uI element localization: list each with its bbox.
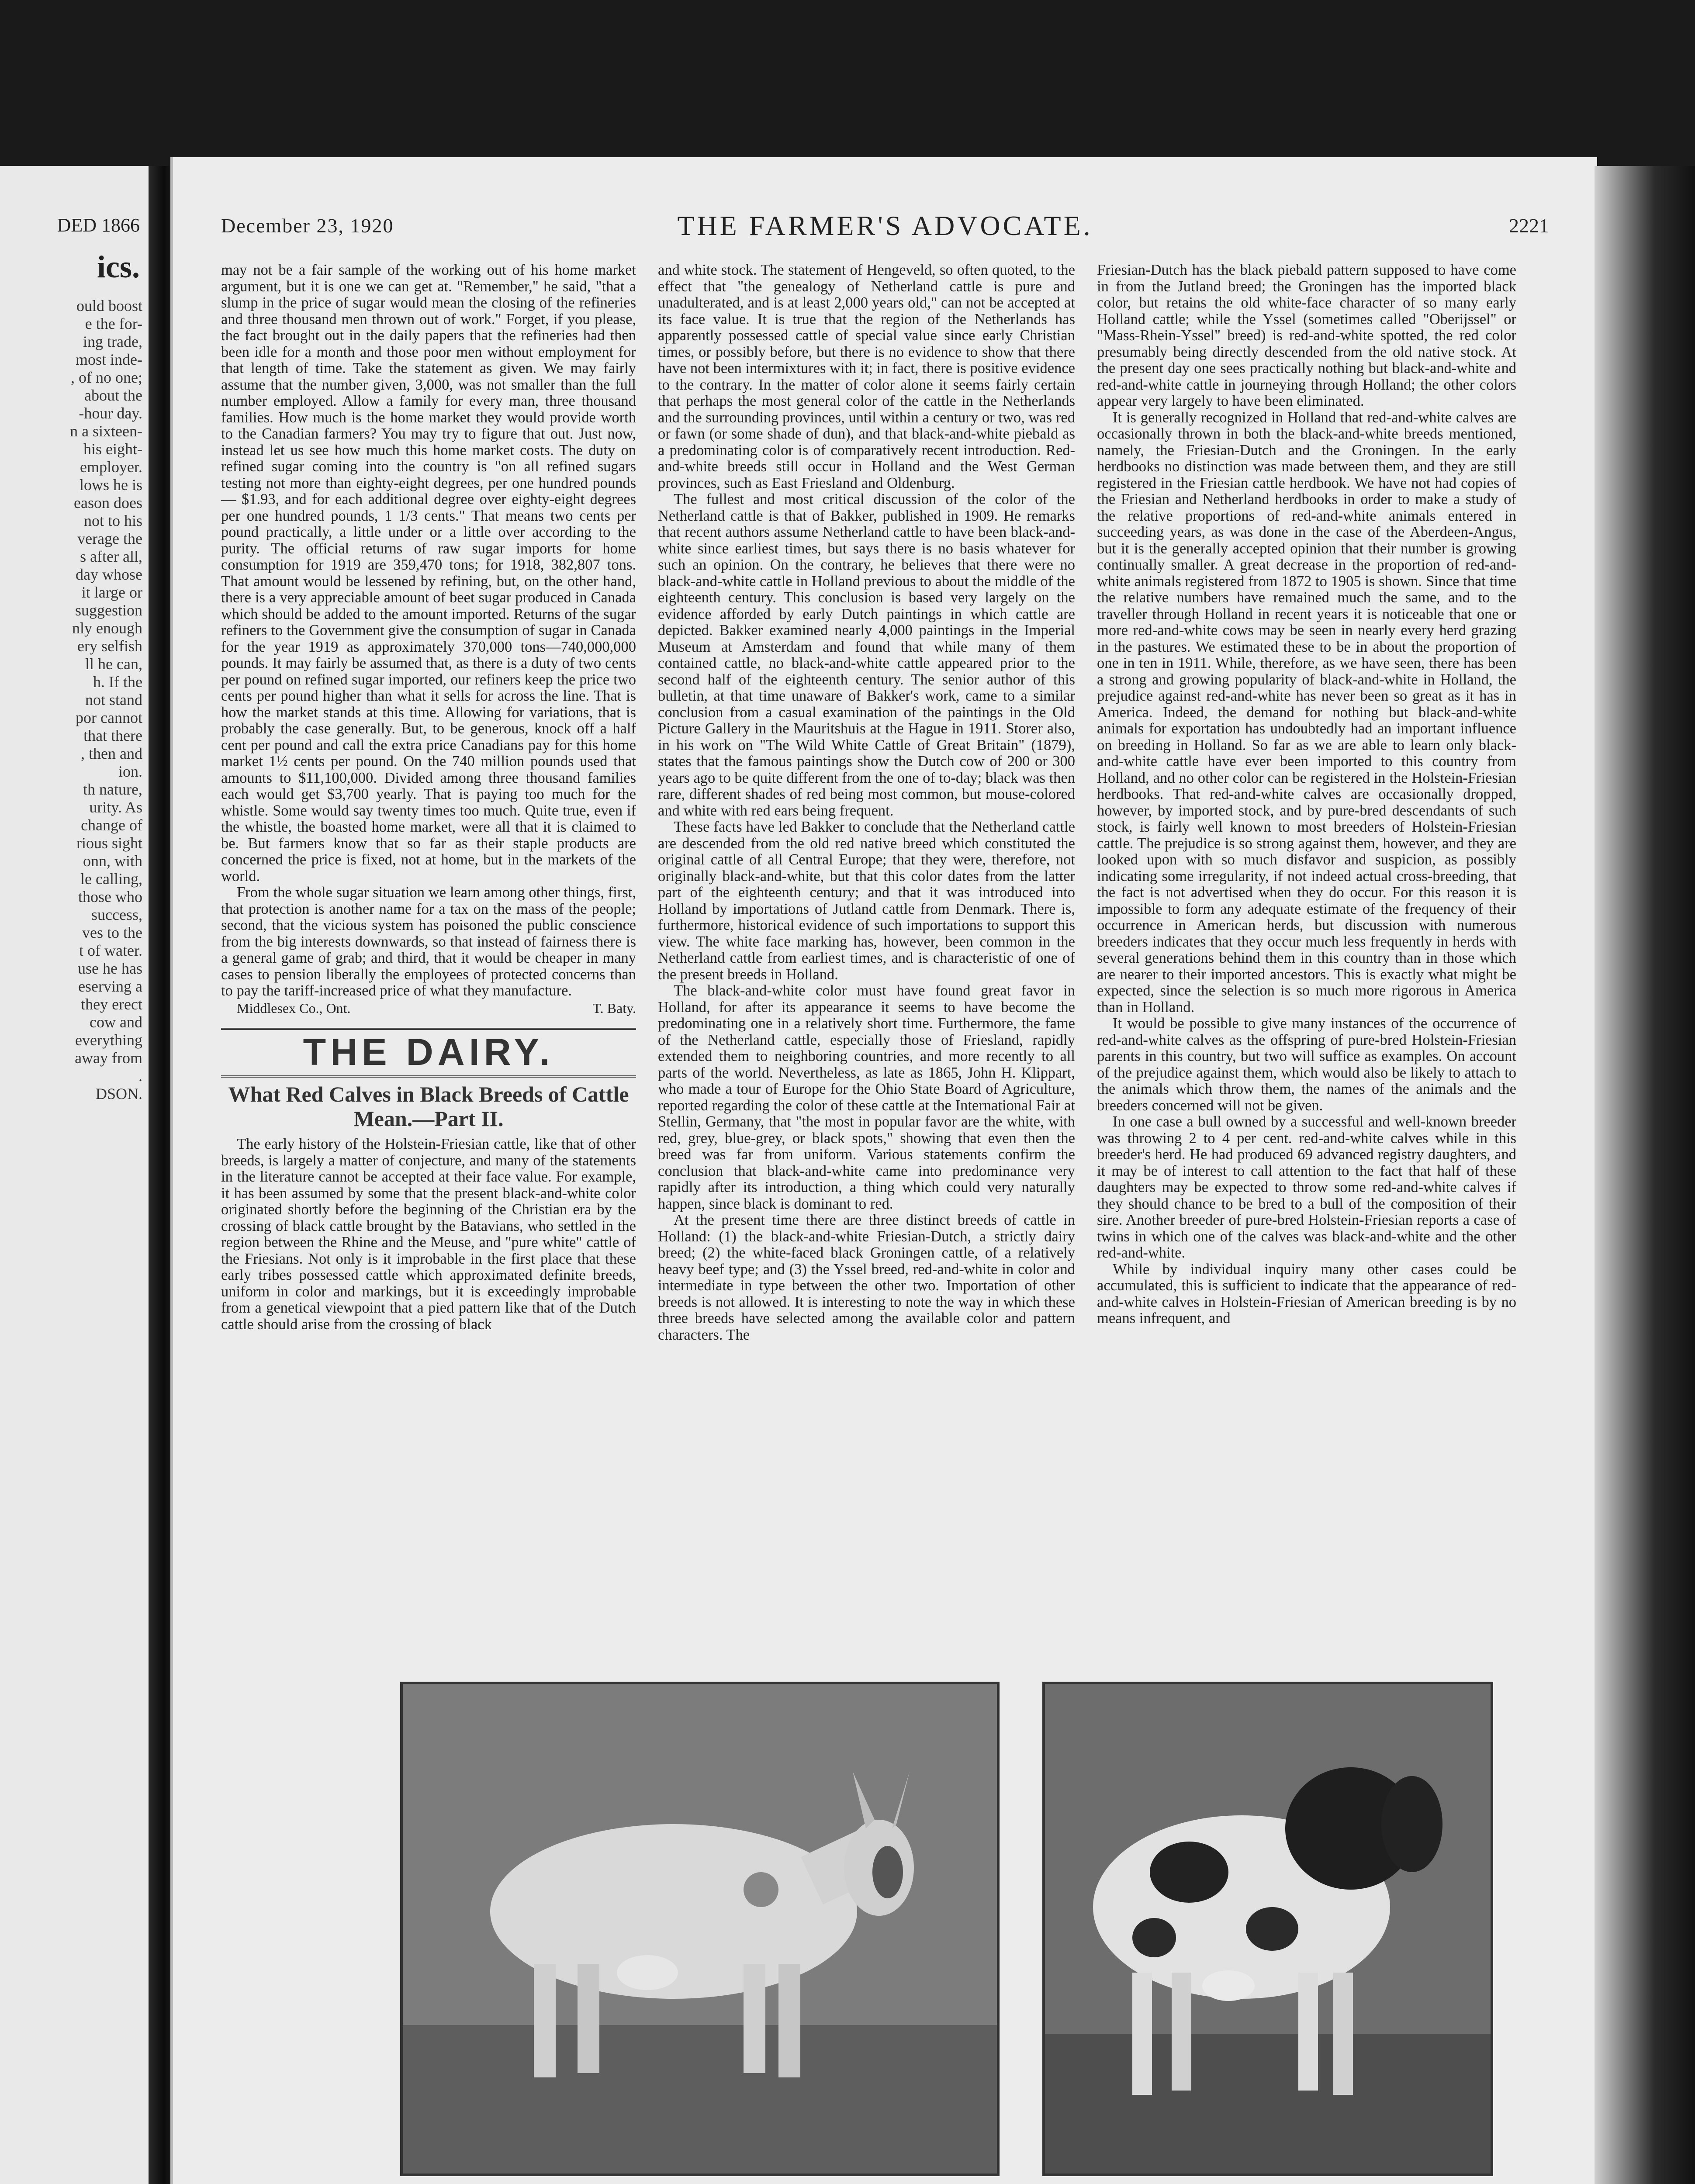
magazine-page (170, 157, 1597, 2184)
page-number: 2221 (1509, 214, 1549, 237)
left-page-fragment (0, 166, 153, 2184)
signature-name: T. Baty. (592, 1000, 636, 1016)
paragraph: It is generally recognized in Holland that red-and-white calves are occasionally thrown in both the black-and-white breeds mentioned, namely, the Friesian-Dutch and the Groningen. In the early herdbooks no distinction was made between them, and they are still registered in the Friesian cattle herdbook. We have not had copies of the Friesian and Netherland herdbooks in order to make a study of the relative proportions of red-and-white animals entered in succeeding years, as was done in the case of the Aberdeen-Angus, but it is the generally accepted opinion that their number is growing continually smaller. A great decrease in the proportion of red-and-white animals registered from 1872 to 1905 is shown. Since that time the relative numbers have remained much the same, and to the traveller through Holland in recent years it is noticeable that one or more red-and-white cows may be seen in nearly every herd grazing in the pastures. We estimated these to be in about the proportion of one in ten in 1911. While, therefore, as we have seen, there has been a strong and growing popularity of black-and-white in Holland, the prejudice against red-and-white has never been so great as it has in America. Indeed, the demand for nothing but black-and-white animals for exportation has undoubtedly had an important influence on breeding in Holland. So far as we are able to learn only black-and-white cattle have ever been imported to this country from Holland, and no other color can be registered in the Holstein-Friesian herdbooks. That red-and-white calves are occasionally dropped, however, by imported stock, and by pure-bred descendants of such stock, is fairly well known to most breeders of Holstein-Friesian cattle. The prejudice is so strong against them, however, and they are looked upon with so much disfavor and suspicion, as possibly indicating some irregularity, if not indeed actual cross-breeding, that the fact is not advertised when they do occur. For this reason it is impossible to form any adequate estimate of the frequency of their occurrence in American herds, but discussion with numerous breeders indicates that they occur much less frequently in herds with several generations behind them in this country than in those which are nearer to their imported ancestors. This is exactly what might be expected, since the selection is so much more rigorous in America than in Holland. (1097, 409, 1516, 1016)
paragraph: While by individual inquiry many other cases could be accumulated, this is sufficient to indicate that the appearance of red-and-white calves in Holstein-Friesian of American breeding is by no means infrequent, and (1097, 1261, 1516, 1327)
paragraph: Friesian-Dutch has the black piebald pattern supposed to have come in from the Jutland breed; the Groningen has the imported black color, but retains the old white-face character of so many early Holland cattle; while the Yssel (sometimes called "Oberijssel" or "Mass-Rhein-Yssel" breed) is red-and-white spotted, the red color presumably being directly descended from the old native stock. At the present day one sees practically nothing but black-and-white and red-and-white cattle in journeying through Holland; the other colors appear very largely to have been eliminated. (1097, 262, 1516, 409)
section-title: THE DAIRY. (303, 1031, 554, 1074)
cow-illustration (1045, 1684, 1491, 2174)
section-banner (221, 1028, 636, 1078)
left-page-title-fragment: ics. (97, 249, 140, 284)
left-page-text-fragment: ould boost e the for- ing trade, most inde- , of no one; about the -hour day. n a sixteen- his eight- employer. lows he is eason does not to his verage the s after all, day whose it large or suggestion nly enough ery selfish ll he can, h. If the not stand por cannot that there , then and ion. th nature, urity. As change of rious sight onn, with le calling, those who success, ves to the t of water. use he has eserving a they erect cow and everything away from . DSON. (70, 297, 142, 1102)
cow-photo-ayrshire (400, 1682, 1000, 2176)
article-title: What Red Calves in Black Breeds of Cattle Mean.—Part II. (228, 1082, 629, 1131)
page-edge-shadow (1595, 166, 1695, 2184)
signature-place: Middlesex Co., Ont. (237, 1000, 351, 1016)
paragraph: In one case a bull owned by a successful and well-known breeder was throwing 2 to 4 per cent. red-and-white calves while in this breeder's herd. He had produced 69 advanced registry daughters, and it may be of interest to call attention to the fact that half of these daughters may be expected to throw some red-and-white calves if they should chance to be bred to a bull of the composition of their sire. Another breeder of pure-bred Holstein-Friesian reports a case of twins in which one of the calves was black-and-white and the other red-and-white. (1097, 1113, 1516, 1261)
column-3 (1097, 262, 1516, 1327)
paragraph: The black-and-white color must have found great favor in Holland, for after its appearance it seems to have become the predominating one in a relatively short time. Furthermore, the fame of the Netherland cattle, especially those of Friesland, rapidly extended them to neighboring countries, and more recently to all parts of the world. Nevertheless, as late as 1865, John H. Klippart, who made a tour of Europe for the Ohio State Board of Agriculture, reported regarding the color of these cattle at the International Fair at Stellin, Germany, that "the most in popular favor are the white, with red, grey, blue-grey, or black spots," showing that even then the breed was far from uniform. Various statements confirm the conclusion that black-and-white came into predominance very rapidly after its introduction, a thing which could very naturally happen, since black is dominant to red. (658, 982, 1075, 1212)
left-page-header: DED 1866 (57, 214, 140, 236)
issue-date: December 23, 1920 (221, 214, 394, 237)
cow-illustration (403, 1684, 997, 2174)
paragraph: It would be possible to give many instances of the occurrence of red-and-white calves as the offspring of pure-bred Holstein-Friesian parents in this country, but two will suffice as examples. On account of the prejudice against them, which would also be likely to attach to the animals which throw them, the names of the animals and the breeders concerned will not be given. (1097, 1015, 1516, 1114)
paragraph: The fullest and most critical discussion of the color of the Netherland cattle is that of Bakker, published in 1909. He remarks that recent authors assume Netherland cattle to have been black-and-white since earliest times, but says there is no basis whatever for such an opinion. On the contrary, he believes that there were no black-and-white cattle in Holland previous to about the middle of the eighteenth century. This conclusion is based very largely on the evidence afforded by early Dutch paintings in which cattle are depicted. Bakker examined nearly 4,000 paintings in the Imperial Museum at Amsterdam and found that while many of them contained cattle, no black-and-white cattle appeared prior to the second half of the eighteenth century. The senior author of this bulletin, at that time unaware of Bakker's work, came to a similar conclusion from a casual examination of the paintings in the Old Picture Gallery in the Mauritshuis at the Hague in 1911. Storer also, in his work on "The Wild White Cattle of Great Britain" (1879), states that the famous paintings show the Dutch cow of 200 or 300 years ago to be quite different from the one of to-day; black was then rare, different shades of red being most common, but mouse-colored and white with red ears being frequent. (658, 491, 1075, 819)
paragraph: may not be a fair sample of the working out of his home market argument, but it is one we can get at. "Remember," he said, "that a slump in the price of sugar would mean the closing of the refineries and three thousand men thrown out of work." Forget, if you please, the fact brought out in the daily papers that the refineries had then been idle for a month and those poor men without employment for that length of time. Take the statement as given. We may fairly assume that the number given, 3,000, was not smaller than the full number employed. Allow a family for every man, three thousand families. How much is the home market they would provide worth to the Canadian farmers? You may try to figure that out. Just now, instead let us see how much this home market costs. The duty on refined sugar coming into the country is "on all refined sugars testing not more than eighty-eight degrees, per one hundred pounds— $1.93, and for each additional degree over eighty-eight degrees per one hundred pounds, 1 1/3 cents." That means two cents per pound practically, a little under or a little over according to the purity. The official returns of raw sugar imports for home consumption for 1919 are 359,470 tons; for 1918, 382,807 tons. That amount would be lessened by refining, but, on the other hand, there is a very appreciable amount of beet sugar produced in Canada which should be added to the amount imported. Returns of the sugar refiners to the Government give the consumption of sugar in Canada for the year 1919 as approximately 370,000 tons—740,000,000 pounds. It may fairly be assumed that, as there is a duty of two cents per pound on refined sugar imported, our refiners keep the price two cents per pound higher than what it sells for across the line. That is how the market stands at this time. Allowing for variations, that is probably the case generally. But, to be generous, knock off a half cent per pound and call the extra price Canadians pay for this home market 1½ cents per pound. On the 740 million pounds used that amounts to $11,100,000. Divided among three thousand families each would get $3,700 yearly. That is paying too much for the whistle. Some would say twenty times too much. Quite true, even if the whistle, the boasted home market, were all that it is claimed to be. But farmers know that so far as their staple products are concerned the price is fixed, not at home, but in the markets of the world. (221, 262, 636, 885)
magazine-title: THE FARMER'S ADVOCATE. (677, 210, 1093, 241)
column-2 (658, 262, 1075, 1343)
paragraph: From the whole sugar situation we learn among other things, first, that protection is another name for a tax on the mass of the people; second, that the vicious system has poisoned the public conscience from the big interests downwards, so that instead of fairness there is a general game of grab; and third, that it would be cheaper in many cases to pension liberally the employees of protected concerns than to pay the tariff-increased price of what they manufacture. (221, 884, 636, 999)
page-header (221, 210, 1549, 245)
letter-signature (221, 1000, 636, 1017)
cow-photo-holstein (1042, 1682, 1493, 2176)
paragraph: At the present time there are three distinct breeds of cattle in Holland: (1) the black-and-white Friesian-Dutch, a strictly dairy breed; (2) the white-faced black Groningen cattle, of a relatively heavy beef type; and (3) the Yssel breed, red-and-white in color and intermediate in type between the other two. Importation of other breeds is not allowed. It is interesting to note the way in which these three breeds have selected among the available color and pattern characters. The (658, 1212, 1075, 1343)
paragraph: These facts have led Bakker to conclude that the Netherland cattle are descended from the old red native breed which constituted the original cattle of all Central Europe; that they were, therefore, not originally black-and-white, but that this color dates from the latter part of the eighteenth century; and that it was introduced into Holland by importations of Jutland cattle from Denmark. There is, furthermore, historical evidence of such importations to support this view. The white face marking has, however, been common in the Netherland cattle from earliest times, and is characteristic of one of the present breeds in Holland. (658, 819, 1075, 983)
paragraph: and white stock. The statement of Hengeveld, so often quoted, to the effect that "the genealogy of Netherland cattle is pure and unadulterated, and is at least 2,000 years old," can not be accepted at its face value. It is true that the region of the Netherlands has apparently possessed cattle of special value since early Christian times, or possibly before, but there is no evidence to show that there have not been intermixtures with it; in fact, there is positive evidence to the contrary. In the matter of color alone it seems fairly certain that perhaps the most general color of the cattle in the Netherlands and the surrounding provinces, until within a century or two, was red or fawn (or some shade of dun), and that black-and-white piebald as a predominating color is of comparatively recent introduction. Red-and-white breeds still occur in Holland and the West German provinces, such as East Friesland and Oldenburg. (658, 262, 1075, 491)
column-1 (221, 262, 636, 1333)
paragraph: The early history of the Holstein-Friesian cattle, like that of other breeds, is largely a matter of conjecture, and many of the statements in the literature cannot be accepted at their face value. For example, it has been assumed by some that the present black-and-white color originated shortly before the beginning of the Christian era by the crossing of black cattle brought by the Batavians, who settled in the region between the Rhine and the Meuse, and "pure white" cattle of the Friesians. Not only is it improbable in the first place that these early tribes possessed cattle which approximated definite breeds, uniform in color and markings, but it is exceedingly improbable from a genetical viewpoint that a pied pattern like that of the Dutch cattle should arise from the crossing of black (221, 1136, 636, 1333)
